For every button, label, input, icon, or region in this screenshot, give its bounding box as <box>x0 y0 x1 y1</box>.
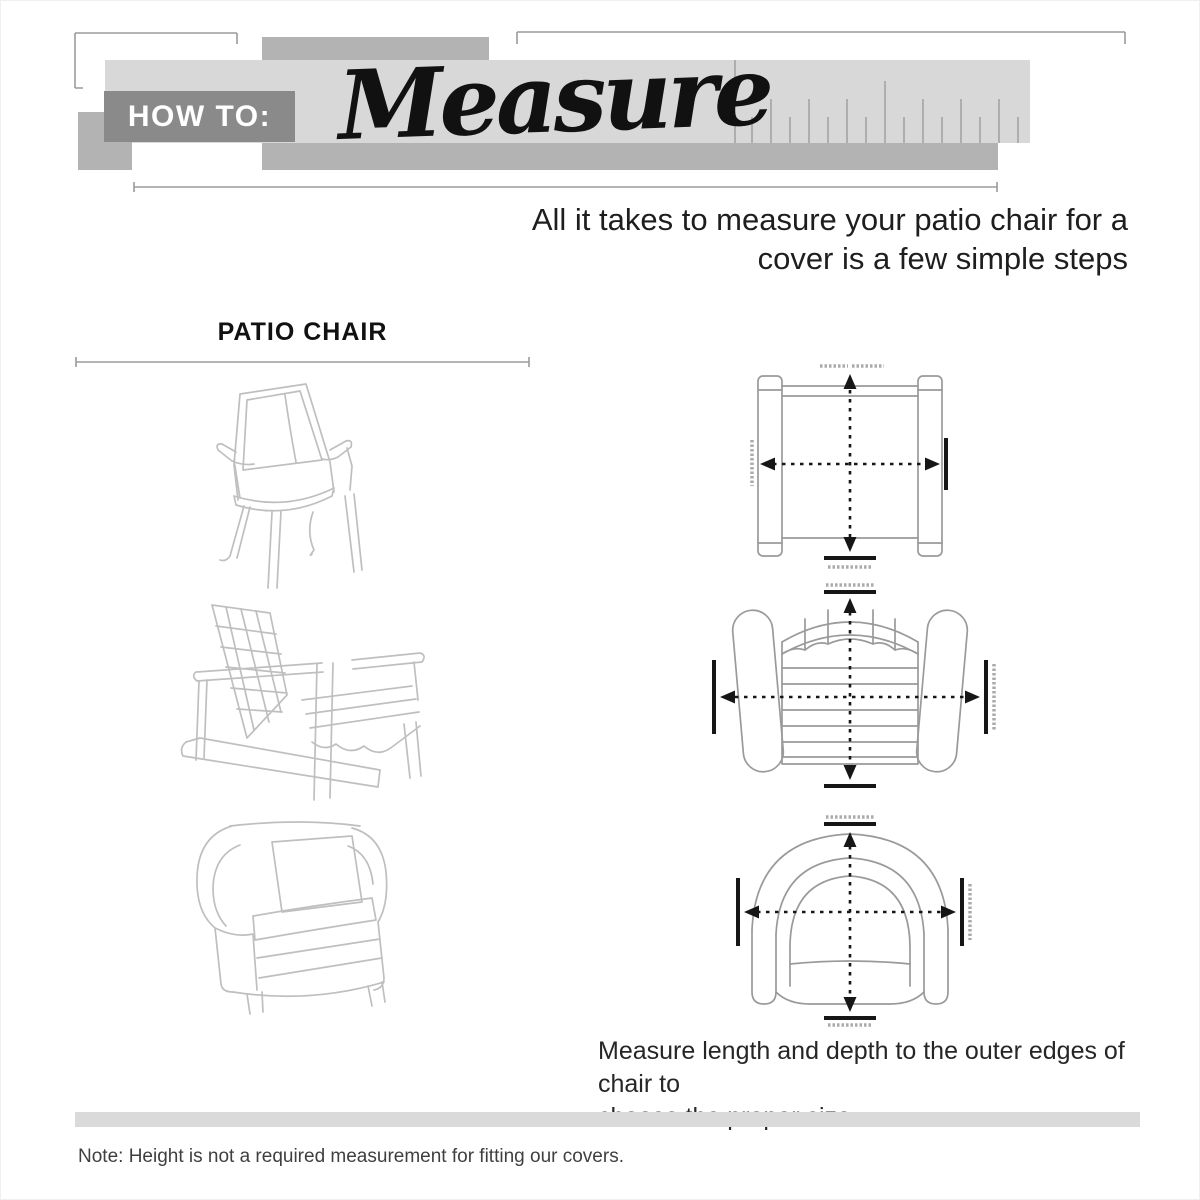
note-text: Note: Height is not a required measurement for fitting our covers. <box>78 1146 624 1167</box>
up-arrow-icon <box>844 598 857 613</box>
dimension-bracket-top-left <box>75 33 237 88</box>
header-kicker-label: HOW TO: <box>127 99 272 133</box>
section-underline <box>75 355 530 369</box>
bottom-divider-bar <box>75 1112 1140 1127</box>
intro-line-1: All it takes to measure your patio chair for a <box>531 202 1128 237</box>
left-arrow-icon <box>744 906 759 919</box>
right-arrow-icon <box>925 458 940 471</box>
caption-line-1: Measure length and depth to the outer edges of chair to <box>598 1037 1125 1098</box>
intro-text <box>468 200 1128 278</box>
down-arrow-icon <box>844 537 857 552</box>
chair-line-art <box>197 822 387 1014</box>
wicker-club-chair-sketch <box>185 820 420 1035</box>
right-arrow-icon <box>965 691 980 704</box>
patio-dining-chair-sketch <box>210 375 370 595</box>
right-arrow-icon <box>941 906 956 919</box>
chair-line-art <box>217 384 362 588</box>
square-chair-measurement-diagram <box>735 355 965 580</box>
header-underline <box>134 182 997 192</box>
chair-outline <box>758 376 942 556</box>
intro-line-2: cover is a few simple steps <box>757 241 1128 276</box>
left-arrow-icon <box>760 458 775 471</box>
adirondack-chair-sketch <box>180 598 445 818</box>
round-chair-measurement-diagram <box>725 795 975 1030</box>
up-arrow-icon <box>844 374 857 389</box>
down-arrow-icon <box>844 765 857 780</box>
left-arrow-icon <box>720 691 735 704</box>
header-kicker-box <box>104 91 295 142</box>
ruler-graphic <box>735 60 1018 143</box>
section-label: PATIO CHAIR <box>217 318 388 346</box>
chair-line-art <box>182 605 425 800</box>
header-title-script: Measure <box>336 35 772 162</box>
adirondack-chair-measurement-diagram <box>705 580 1000 805</box>
